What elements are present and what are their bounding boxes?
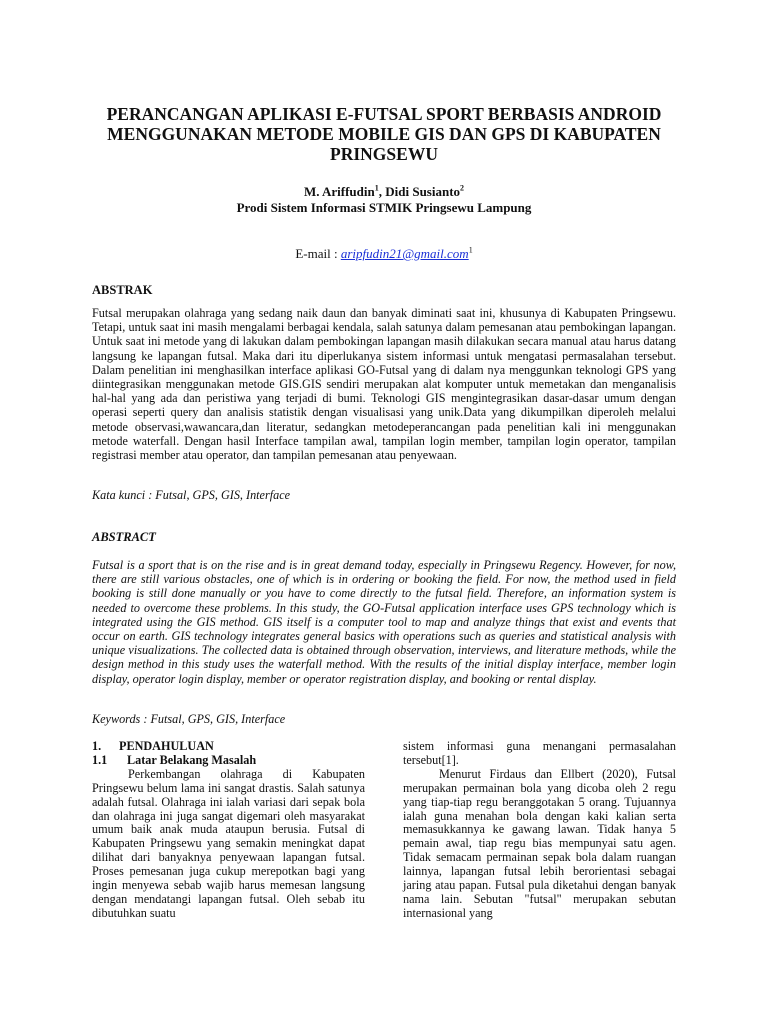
subsection-heading xyxy=(92,754,365,768)
author-name: Didi Susianto xyxy=(385,184,461,199)
column-left xyxy=(92,740,365,921)
body-paragraph: sistem informasi guna menangani permasalahan tersebut[1]. xyxy=(403,739,676,767)
author-separator: , xyxy=(378,184,386,199)
title-line: PERANCANGAN APLIKASI E-FUTSAL SPORT BERBASIS ANDROID xyxy=(106,104,662,124)
section-title: PENDAHULUAN xyxy=(119,739,214,753)
email-link[interactable]: aripfudin21@gmail.com xyxy=(340,246,469,261)
affiliation: Prodi Sistem Informasi STMIK Pringsewu Lampung xyxy=(236,200,532,215)
body-paragraph: Menurut Firdaus dan Ellbert (2020), Futsal merupakan permainan bola yang dicoba oleh 2 regu yang tiap-tiap regu beranggotakan 5 orang. Tujuannya ialah guna menahan bola dengan kaki kalian serta memasukkannya ke gawang lawan. Tidak hanya 5 pemain awal, tiap regu bias mempunyai satu agen. Tidak semacam permainan sepak bola dalam ruangan lainnya, lapangan futsal lebih berorientasi sebagai jaring atau papan. Futsal pula diketahui dengan banyak nama lain. Sebutan "futsal" merupakan sebutan internasional yang xyxy=(403,766,676,920)
abstract-body: Futsal is a sport that is on the rise and is in great demand today, especially in Pringsewu Regency. However, for now, there are still various obstacles, one of which is in ordering or booking the field. For now, the method used in field booking is still done manually or you have to come directly to the futsal field. Therefore, an information system is needed to overcome these problems. In this study, the GO-Futsal application interface uses GPS technology which is integrated using the GIS method. GIS itself is a computer tool to map and analyze things that exist and events that occur on earth. GIS technology integrates general basics with operations such as queries and statistical analysis with unique visualizations. The collected data is obtained through observation, interviews, and literature methods, while the design method in this study uses the waterfall method. With the results of the initial display interface, member login display, operator login display, member or operator registration display, and booking or rental display. xyxy=(92,558,676,686)
section-heading xyxy=(92,740,365,754)
title-line: PRINGSEWU xyxy=(330,144,438,164)
author-name: M. Ariffudin xyxy=(303,184,375,199)
kata-kunci-label: Kata kunci : xyxy=(92,488,156,502)
section-number: 1. xyxy=(92,739,102,753)
abstract-heading: ABSTRACT xyxy=(92,530,156,544)
body-paragraph: Perkembangan olahraga di Kabupaten Pringsewu belum lama ini sangat drastis. Salah satunya adalah futsal. Olahraga ini ialah variasi dari sepak bola dan olahraga ini juga sangat digemari oleh masyarakat umum baik anak muda ataupun berusia. Futsal di Kabupaten Pringsewu yang semakin meningkat dapat dilihat dari banyaknya penyewaan lapangan futsal. Proses pemesanan juga cukup merepotkan bagi yang ingin menyewa sebab wajib harus memesan langsung dengan mendatangi lapangan futsal. Oleh sebab itu dibutuhkan suatu xyxy=(92,766,365,920)
email-line xyxy=(92,246,676,262)
author-affil-mark: 2 xyxy=(460,183,465,193)
subsection-title: Latar Belakang Masalah xyxy=(127,752,257,767)
email-affil-mark: 1 xyxy=(468,245,473,255)
title-line: MENGGUNAKAN METODE MOBILE GIS DAN GPS DI KABUPATEN xyxy=(107,124,661,144)
column-right xyxy=(403,740,676,921)
paper-title xyxy=(92,104,676,164)
kata-kunci-values: Futsal, GPS, GIS, Interface xyxy=(155,488,291,502)
author-affil-mark: 1 xyxy=(374,183,379,193)
subsection-number: 1.1 xyxy=(92,752,108,767)
kata-kunci xyxy=(92,488,290,503)
email-label: E-mail : xyxy=(295,246,341,261)
keywords-line: Keywords : Futsal, GPS, GIS, Interface xyxy=(92,712,286,726)
author-list xyxy=(92,184,676,200)
abstrak-body: Futsal merupakan olahraga yang sedang naik daun dan banyak diminati saat ini, khusunya di Kabupaten Pringsewu. Tetapi, untuk saat ini masih mengalami berbagai kendala, salah satunya dalam pemesanan atau pembokingan lapangan. Untuk saat ini metode yang di lakukan dalam pembokingan lapangan masih dilakukan secara manual atau harus datang langsung ke lapangan futsal. Maka dari itu diperlukanya sistem informasi untuk mengatasi permasalahan tersebut. Dalam penelitian ini menghasilkan interface aplikasi GO-Futsal yang di dalam nya menggunkan teknologi GPS yang diintegrasikan menggunakan metode GIS.GIS sendiri merupakan alat komputer untuk memetakan dan menganalisis hal-hal yang ada dan peristiwa yang terjadi di bumi. Teknologi GIS mengintegrasikan dasar-dasar umum dengan operasi seperti query dan analisis statistik dengan visualisasi yang unik.Data yang dikumpilkan diperoleh melalui metode observasi,wawancara,dan literatur, sedangkan metodeperancangan pada penelitian kali ini menggunakan metode waterfall. Dengan hasil Interface tampilan awal, tampilan login member, tampilan login operator, tampilan registrasi member atau operator, dan tampilan pemesanan atau penyewaan. xyxy=(92,306,676,463)
abstrak-heading: ABSTRAK xyxy=(92,283,153,297)
